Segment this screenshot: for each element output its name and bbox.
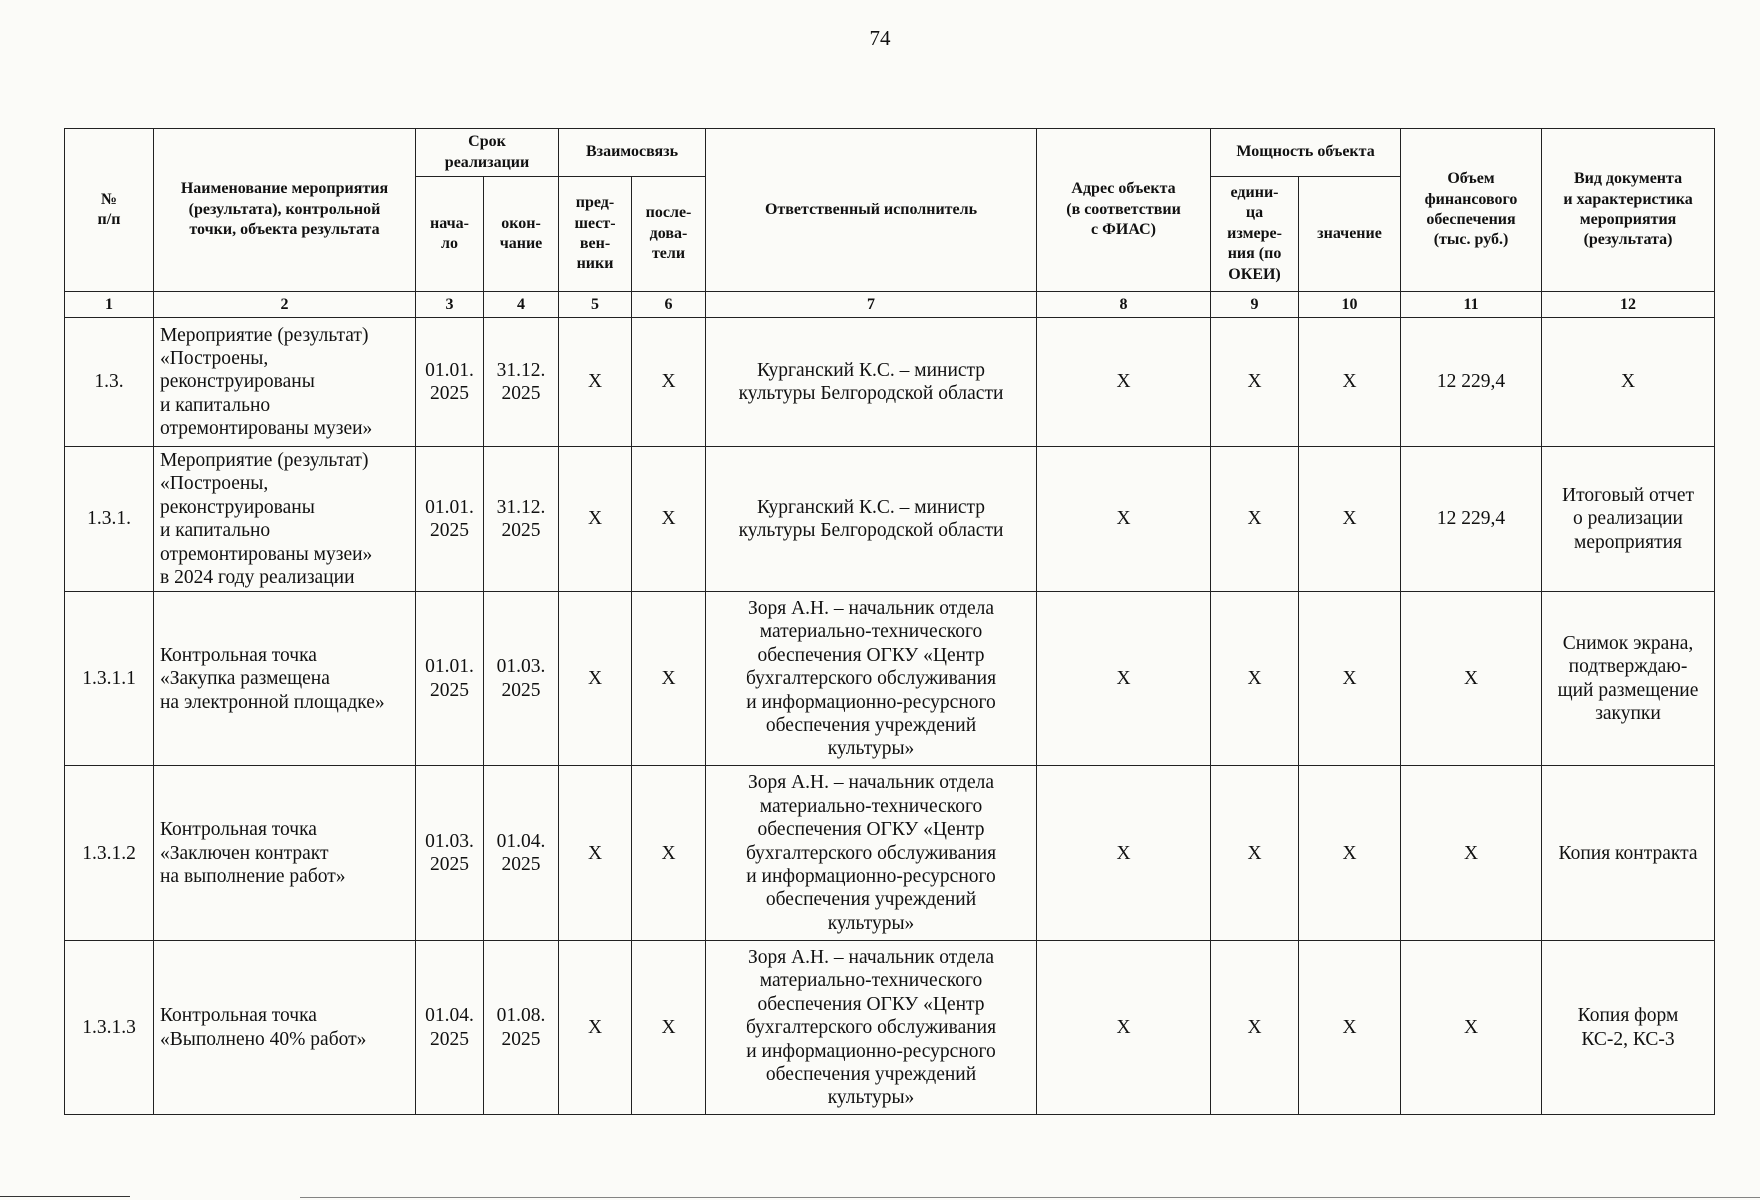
row-executor: Курганский К.С. – министр культуры Белгородской области bbox=[706, 318, 1037, 447]
column-number: 3 bbox=[416, 292, 484, 318]
row-address: X bbox=[1037, 318, 1211, 447]
column-number: 9 bbox=[1211, 292, 1299, 318]
row-address: X bbox=[1037, 766, 1211, 941]
row-prev: X bbox=[559, 318, 632, 447]
row-next: X bbox=[632, 318, 706, 447]
column-numbers-row bbox=[65, 292, 1715, 318]
row-unit: X bbox=[1211, 592, 1299, 766]
row-executor: Зоря А.Н. – начальник отдела материально-технического обеспечения ОГКУ «Центр бухгалтерского обслуживания и информационно-ресурсного обеспечения учреждений культуры» bbox=[706, 766, 1037, 941]
table-body bbox=[65, 318, 1715, 1115]
table-row bbox=[65, 447, 1715, 592]
row-value: X bbox=[1299, 318, 1401, 447]
row-next: X bbox=[632, 766, 706, 941]
column-number: 6 bbox=[632, 292, 706, 318]
header-name: Наименование мероприятия (результата), контрольной точки, объекта результата bbox=[154, 129, 416, 292]
table-header bbox=[65, 129, 1715, 318]
row-funding: 12 229,4 bbox=[1401, 447, 1542, 592]
row-address: X bbox=[1037, 941, 1211, 1115]
row-executor: Зоря А.Н. – начальник отдела материально-технического обеспечения ОГКУ «Центр бухгалтерского обслуживания и информационно-ресурсного обеспечения учреждений культуры» bbox=[706, 592, 1037, 766]
scan-line-left bbox=[0, 1196, 130, 1197]
column-number: 5 bbox=[559, 292, 632, 318]
row-address: X bbox=[1037, 447, 1211, 592]
table-row bbox=[65, 941, 1715, 1115]
row-start: 01.01. 2025 bbox=[416, 318, 484, 447]
header-capacity-value: значение bbox=[1299, 177, 1401, 292]
row-prev: X bbox=[559, 766, 632, 941]
scan-line-right bbox=[300, 1197, 1760, 1198]
row-unit: X bbox=[1211, 447, 1299, 592]
header-funding: Объем финансового обеспечения (тыс. руб.) bbox=[1401, 129, 1542, 292]
header-address: Адрес объекта (в соответствии с ФИАС) bbox=[1037, 129, 1211, 292]
row-num: 1.3.1.1 bbox=[65, 592, 154, 766]
row-start: 01.04. 2025 bbox=[416, 941, 484, 1115]
row-end: 01.08. 2025 bbox=[484, 941, 559, 1115]
row-num: 1.3.1.3 bbox=[65, 941, 154, 1115]
table-row bbox=[65, 318, 1715, 447]
row-funding: X bbox=[1401, 592, 1542, 766]
row-name: Контрольная точка «Закупка размещена на электронной площадке» bbox=[154, 592, 416, 766]
row-document: X bbox=[1542, 318, 1715, 447]
row-value: X bbox=[1299, 447, 1401, 592]
header-relation: Взаимосвязь bbox=[559, 129, 706, 177]
header-period-start: нача- ло bbox=[416, 177, 484, 292]
row-funding: X bbox=[1401, 766, 1542, 941]
row-document: Копия контракта bbox=[1542, 766, 1715, 941]
row-name: Мероприятие (результат) «Построены, реконструированы и капитально отремонтированы музеи» bbox=[154, 318, 416, 447]
header-relation-next: после- дова- тели bbox=[632, 177, 706, 292]
row-next: X bbox=[632, 447, 706, 592]
row-end: 31.12. 2025 bbox=[484, 447, 559, 592]
row-unit: X bbox=[1211, 318, 1299, 447]
header-executor: Ответственный исполнитель bbox=[706, 129, 1037, 292]
column-number: 11 bbox=[1401, 292, 1542, 318]
row-end: 31.12. 2025 bbox=[484, 318, 559, 447]
row-unit: X bbox=[1211, 766, 1299, 941]
row-value: X bbox=[1299, 766, 1401, 941]
row-next: X bbox=[632, 941, 706, 1115]
column-number: 1 bbox=[65, 292, 154, 318]
row-num: 1.3.1.2 bbox=[65, 766, 154, 941]
header-period-end: окон- чание bbox=[484, 177, 559, 292]
row-funding: 12 229,4 bbox=[1401, 318, 1542, 447]
page-number: 74 bbox=[869, 26, 891, 50]
row-prev: X bbox=[559, 447, 632, 592]
column-number: 8 bbox=[1037, 292, 1211, 318]
row-num: 1.3.1. bbox=[65, 447, 154, 592]
row-document: Итоговый отчет о реализации мероприятия bbox=[1542, 447, 1715, 592]
row-name: Мероприятие (результат) «Построены, реконструированы и капитально отремонтированы музеи» в 2024 году реализации bbox=[154, 447, 416, 592]
header-capacity: Мощность объекта bbox=[1211, 129, 1401, 177]
header-capacity-unit: едини- ца измере- ния (по ОКЕИ) bbox=[1211, 177, 1299, 292]
header-num: № п/п bbox=[65, 129, 154, 292]
row-document: Копия форм КС-2, КС-3 bbox=[1542, 941, 1715, 1115]
column-number: 7 bbox=[706, 292, 1037, 318]
table-row bbox=[65, 592, 1715, 766]
row-name: Контрольная точка «Заключен контракт на выполнение работ» bbox=[154, 766, 416, 941]
row-name: Контрольная точка «Выполнено 40% работ» bbox=[154, 941, 416, 1115]
row-executor: Курганский К.С. – министр культуры Белгородской области bbox=[706, 447, 1037, 592]
column-number: 12 bbox=[1542, 292, 1715, 318]
row-value: X bbox=[1299, 941, 1401, 1115]
header-document: Вид документа и характеристика мероприятия (результата) bbox=[1542, 129, 1715, 292]
row-executor: Зоря А.Н. – начальник отдела материально-технического обеспечения ОГКУ «Центр бухгалтерского обслуживания и информационно-ресурсного обеспечения учреждений культуры» bbox=[706, 941, 1037, 1115]
row-value: X bbox=[1299, 592, 1401, 766]
column-number: 10 bbox=[1299, 292, 1401, 318]
row-document: Снимок экрана, подтверждаю- щий размещение закупки bbox=[1542, 592, 1715, 766]
row-start: 01.03. 2025 bbox=[416, 766, 484, 941]
row-num: 1.3. bbox=[65, 318, 154, 447]
row-prev: X bbox=[559, 941, 632, 1115]
row-unit: X bbox=[1211, 941, 1299, 1115]
column-number: 4 bbox=[484, 292, 559, 318]
row-next: X bbox=[632, 592, 706, 766]
row-start: 01.01. 2025 bbox=[416, 447, 484, 592]
row-prev: X bbox=[559, 592, 632, 766]
row-funding: X bbox=[1401, 941, 1542, 1115]
row-end: 01.04. 2025 bbox=[484, 766, 559, 941]
column-number: 2 bbox=[154, 292, 416, 318]
row-address: X bbox=[1037, 592, 1211, 766]
header-period: Срок реализации bbox=[416, 129, 559, 177]
row-start: 01.01. 2025 bbox=[416, 592, 484, 766]
header-relation-prev: пред- шест- вен- ники bbox=[559, 177, 632, 292]
implementation-plan-table bbox=[64, 128, 1715, 1115]
table-row bbox=[65, 766, 1715, 941]
row-end: 01.03. 2025 bbox=[484, 592, 559, 766]
